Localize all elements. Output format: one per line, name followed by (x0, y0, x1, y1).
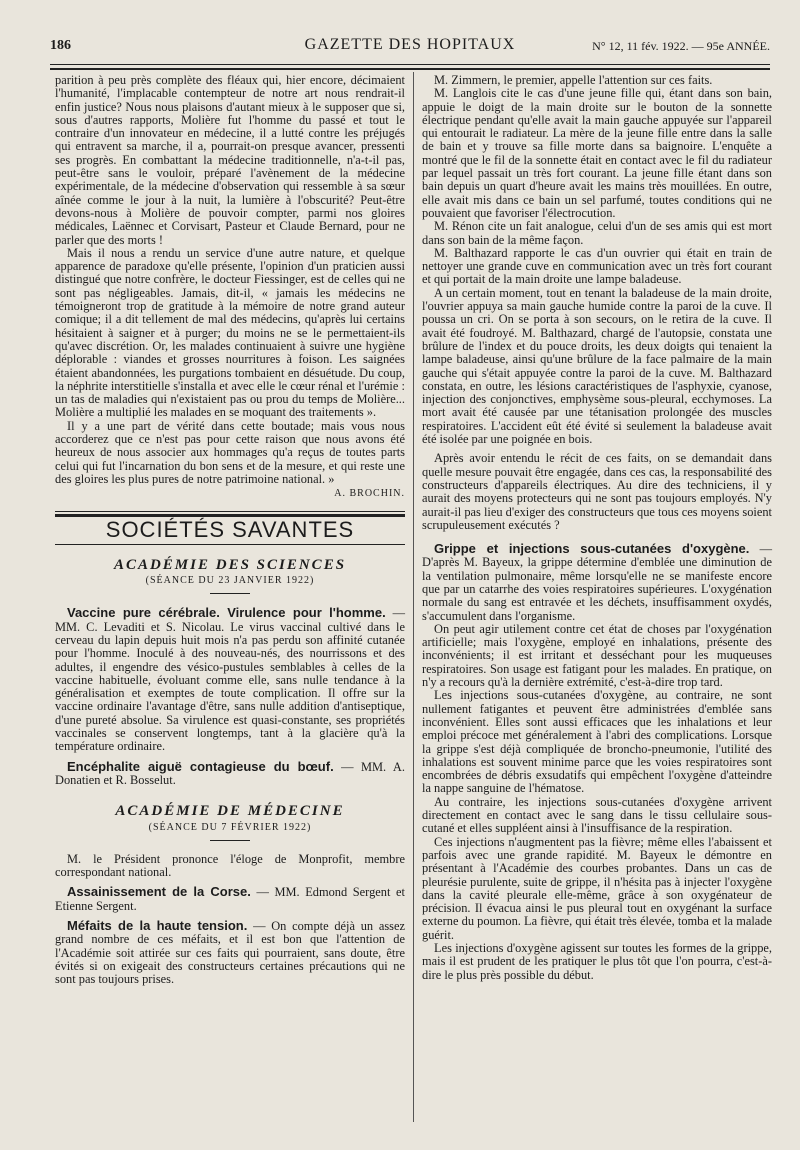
article-paragraph: Mais il nous a rendu un service d'une autre nature, et quelque apparence de paradoxe qu'elle présente, l'opinion d'un praticien aussi distingué que notre confrère, le docteur Fiessinger, est de celles qui ne sont pas négligeables. Jamais, dit-il, « jamais les médecins ne témoigneront trop de gratitude à la mémoire de notre grand auteur comique; il a dit tellement de mal des médecins, qu'après lui certains hésitaient à saigner et à purger; du moins ne se le permettaient-ils qu'avec discrétion. Or, les malades continuaient à suivre une hygiène déplorable : viandes et grosses nourritures à foison. Les saignées étaient abandonnées, les purgations tombaient en désuétude. Du coup, la néphrite interstitielle s'installa et avec elle le cœur rénal et l'urémie : un tas de maladies qui n'existaient pas ou prou du temps de Molière... Molière a multiplié les malades en se moquant des traitements ». (55, 245, 405, 420)
report-paragraph: A un certain moment, tout en tenant la baladeuse de la main droite, l'ouvrier appuya sa main gauche humide contre la paroi de la cuve. Il poussa un cri. On se porta à son secours, on le retira de la cuve. Il avait été foudroyé. M. Balthazard, chargé de l'autopsie, constata une brûlure de l'index et du pouce droits, les deux doigts qui tenaient la lampe baladeuse, ainsi qu'une brûlure de la face palmaire de la main gauche qui s'était appuyée contre la paroi de la cuve. M. Balthazard constata, en outre, les lésions caractéristiques de l'asphyxie, cyanose, injection des conjonctives, emphysème sous-pleural, ecchymoses. La mort avait été causée par une tétanisation prolongée des muscles respiratoires. L'accident eût été évité si seulement la baladeuse avait été isolée par une poignée en bois. (422, 285, 772, 447)
report-paragraph: On peut agir utilement contre cet état de choses par l'oxygénation artificielle; mais l'oxygène, employé en inhalations, présente des inconvénients; il est irritant et desséchant pour les muqueuses respiratoires. Son usage est fatigant pour les malades. En pratique, on n'y a recours qu'à la dernière extrémité, c'est-à-dire trop tard. (422, 621, 772, 690)
report-text: — MM. C. Levaditi et S. Nicolau. Le virus vaccinal cultivé dans le cerveau du lapin depuis huit mois n'a pas perdu son affinité cutanée pour l'homme. Inoculé à des nouveau-nés, des nourrissons et des adultes, il engendre des vésico-pustules semblables à celles de la vaccine habituelle, évoluant comme elle, sans nulle tendance à la généralisation et exemptes de toute complication. Il offre sur la vaccine ordinaire l'avantage d'être, sans nulle addition d'antiseptique, d'une pureté absolue. Sa virulence est quasi-constante, ses propriétés vaccinales se conservent longtemps, tant à la glacière qu'à la température ordinaire. (55, 606, 405, 754)
report-paragraph: Les injections sous-cutanées d'oxygène, au contraire, ne sont nullement fatigantes et peuvent être administrées d'emblée sans inconvénient. Elles sont aussi efficaces que les inhalations et leur emploi précoce met généralement à l'abri des complications. Lorsque la grippe s'est déjà compliquée de broncho-pneumonie, l'utilité des inhalations est souvent minime parce que les voies respiratoires sont encombrées de débris exsudatifs qui empêchent l'oxygène d'atteindre la nappe sanguine de l'hématose. (422, 688, 772, 796)
report-paragraph: M. Rénon cite un fait analogue, celui d'un de ses amis qui est mort dans son bain de la même façon. (422, 219, 772, 247)
report-item (55, 606, 405, 753)
session-date: (SÉANCE DU 23 JANVIER 1922) (145, 575, 315, 587)
report-paragraph: M. Langlois cite le cas d'une jeune fille qui, étant dans son bain, appuie le doigt de la main droite sur le bouton de la sonnette électrique pendant qu'elle avait la main gauche appuyée sur l'appareil qui entourait le radiateur. La mère de la jeune fille entre dans la salle de bain et y trouve sa fille morte dans sa baignoire. L'enquête a montré que le fil de la sonnette était en contact avec le fil du radiateur par lequel passait un très fort courant. La jeune fille étant dans son bain depuis un quart d'heure avait les mains très mouillées. En outre, elle avait mis dans ce bain un sel parfumé, toutes conditions qui ne pouvaient que favoriser l'électrocution. (422, 86, 772, 220)
report-title: Méfaits de la haute tension. (67, 918, 248, 934)
report-item (422, 542, 772, 623)
report-paragraph: Ces injections n'augmentent pas la fièvre; même elles l'abaissent et parfois avec une grande rapidité. M. Bayeux le démontre en présentant à l'Académie des courbes probantes. Dans un cas de pleurésie purulente, suite de grippe, il n'hésita pas à injecter l'oxygène dans la cavité pleurale elle-même, grâce à son oxygénateur de précision. Il évacua ainsi le pus pleural tout en oxygénant la surface externe du poumon. La fièvre, qui était très élevée, tomba et la malade guérit. (422, 834, 772, 942)
report-paragraph: M. Balthazard rapporte le cas d'un ouvrier qui était en train de nettoyer une grande cuve en communication avec un très fort courant et qui portait de la main droite une lampe baladeuse. (422, 245, 772, 287)
academy-heading: ACADÉMIE DE MÉDECINE (115, 803, 345, 820)
section-title: SOCIÉTÉS SAVANTES (105, 516, 355, 542)
header-rule (50, 64, 770, 65)
column-separator (413, 72, 414, 1122)
academy-heading: ACADÉMIE DES SCIENCES (113, 556, 347, 573)
report-title: Encéphalite aiguë contagieuse du bœuf. (67, 758, 334, 774)
left-column (55, 74, 405, 987)
header-rule-thick (50, 68, 770, 70)
report-text: — D'après M. Bayeux, la grippe détermine d'emblée une diminution de la ventilation pulmonaire, même lorsqu'elle ne se manifeste encore que par un catarrhe des voies respiratoires supérieures. L'oxygénation normale du sang est entravée et les déchets, insuffisamment oxydés, s'accumulent dans l'organisme. (422, 542, 772, 623)
report-text: — MM. A. Donatien et R. Bosselut. (55, 759, 405, 787)
divider (210, 840, 250, 841)
report-paragraph: Les injections d'oxygène agissent sur toutes les formes de la grippe, mais il est prudent de les pratiquer le plus tôt que l'on pourra, c'est-à-dire le plus près possible du début. (422, 941, 772, 982)
session-date: (SÉANCE DU 7 FÉVRIER 1922) (148, 821, 312, 833)
report-title: Grippe et injections sous-cutanées d'oxygène. (434, 541, 750, 557)
section-rule (55, 544, 405, 545)
report-paragraph: Au contraire, les injections sous-cutanées d'oxygène arrivent directement en contact avec le sang dans le tissu cellulaire sous-cutané et elles suppléent ainsi à l'insuffisance de la respiration. (422, 794, 772, 836)
article-paragraph: Il y a une part de vérité dans cette boutade; mais vous nous accorderez que ce n'est pas pour cette raison que nous avons été heureux de nous associer aux hommages qu'a reçus de toutes parts celui qui fut l'incarnation du bon sens et de la mesure, et qui reste une des gloires les plus pures de notre patrimoine national. » (55, 418, 405, 486)
report-title: Assainissement de la Corse. (67, 884, 251, 900)
journal-title: GAZETTE DES HOPITAUX (304, 36, 516, 53)
report-paragraph: M. Zimmern, le premier, appelle l'attention sur ces faits. (434, 73, 713, 87)
report-item (55, 885, 405, 913)
report-item (55, 919, 405, 986)
report-text: M. le Président prononce l'éloge de Monprofit, membre correspondant national. (55, 851, 405, 880)
page-number: 186 (50, 38, 71, 53)
author-signature: A. BROCHIN. (334, 488, 405, 500)
section-rule (55, 511, 405, 512)
article-paragraph: parition à peu près complète des fléaux qui, hier encore, décimaient l'humanité, l'implacable contempteur de notre art nous rendrait-il enfin justice? Nous nous plaisons d'autant mieux à le supposer que si, sous d'autres rapports, Molière fut l'homme du passé et tout le contraire d'un innovateur en médecine, il a lutté contre les préjugés qui entravent sa marche, il a, pourrait-on presque avancer, pressenti ses progrès. En combattant la médecine traditionnelle, n'a-t-il pas, peut-être sans le vouloir, préparé l'avènement de la médecine expérimentale, de la médecine d'observation qui ressemble à sa sœur aînée comme le jour à la nuit, la lumière à l'obscurité? Peut-être devons-nous à Molière de pouvoir compter, parmi nos gloires médicales, Laënnec et Corvisart, Pasteur et Claude Bernard, pour ne parler que des morts ! (55, 73, 405, 247)
report-item (55, 760, 405, 788)
report-title: Vaccine pure cérébrale. Virulence pour l'homme. (67, 605, 386, 621)
issue-info: N° 12, 11 fév. 1922. — 95e ANNÉE. (592, 39, 770, 53)
report-text: — MM. Edmond Sergent et Etienne Sergent. (55, 885, 405, 913)
right-column (422, 74, 772, 982)
report-paragraph: Après avoir entendu le récit de ces faits, on se demandait dans quelle mesure pouvait être engagée, dans ces cas, la responsabilité des constructeurs d'appareils électriques. Au dire des techniciens, il y aurait des moyens protecteurs qui ne sont pas toujours employés. N'y aurait-il pas lieu d'exiger des constructeurs que tous ces moyens soient scrupuleusement exécutés ? (422, 451, 772, 532)
page-header (50, 30, 770, 62)
report-text: — On compte déjà un assez grand nombre de ces méfaits, et il est bon que l'attention de l'Académie soit attirée sur ces faits qui pourraient, sans doute, être évités si on exigeait des constructeurs certaines précautions qui ne sont pas toujours prises. (55, 919, 405, 987)
divider (210, 593, 250, 594)
